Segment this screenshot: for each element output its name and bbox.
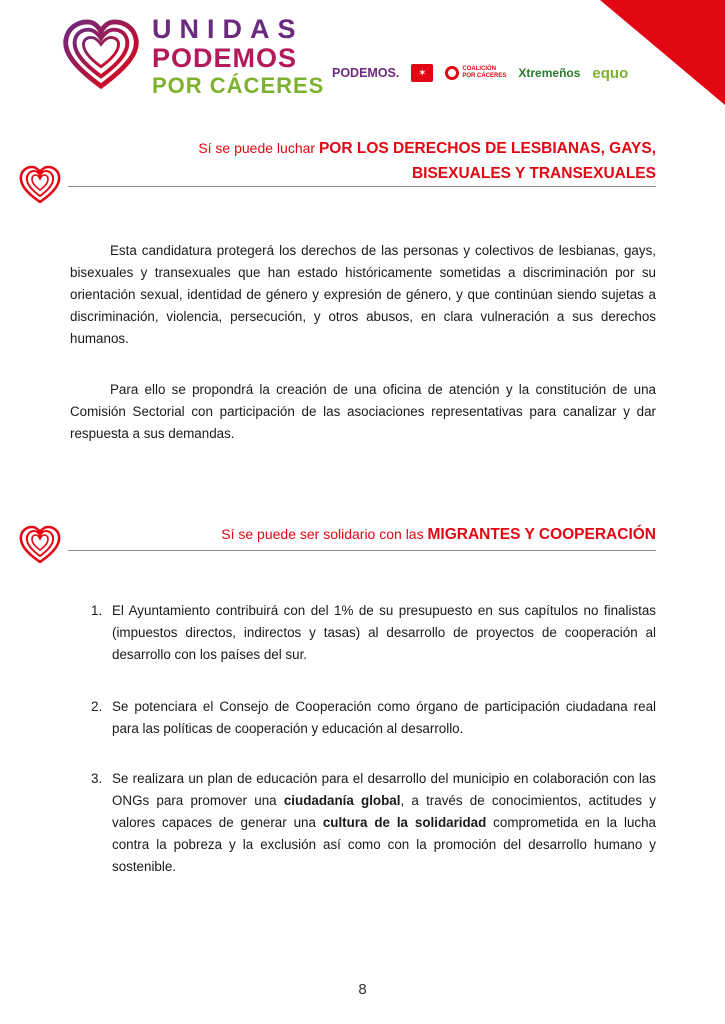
- logo-coalicion: [445, 66, 506, 80]
- list-item-text-c: comprometida en la lucha contra la pobreza y la exclusión así como con la promoción del desarrollo humano y sostenible.: [112, 815, 656, 874]
- list-item-bold-a: ciudadanía global: [283, 793, 401, 808]
- cooperation-list: [70, 768, 656, 878]
- section-2-divider: [68, 550, 656, 551]
- brand-line-2: PODEMOS: [152, 43, 298, 73]
- section-2-heading-prefix: Sí se puede ser solidario con las: [221, 526, 424, 542]
- brand-wordmark: [152, 16, 324, 97]
- list-item-number: 3.: [91, 771, 103, 786]
- coalicion-ring-icon: [445, 66, 459, 80]
- list-item-text-a: Se realizara un plan de educación para el desarrollo del municipio en colaboración con las ONGs para promover una: [112, 771, 656, 808]
- logo-coalicion-line-2: POR CÁCERES: [462, 73, 507, 79]
- list-item: [70, 600, 656, 666]
- page-number: 8: [358, 981, 367, 998]
- list-item-text-b: , a través de conocimientos, actitudes y valores capaces de generar una: [112, 793, 656, 830]
- list-item-number: 2.: [91, 699, 103, 714]
- list-item-text: El Ayuntamiento contribuirá con del 1% de su presupuesto en sus capítulos no finalistas (impuestos directos, indirectos y tasas) al desarrollo de proyectos de cooperación al desarrollo con los países del sur.: [112, 603, 656, 662]
- logo-coalicion-line-1: COALICIÓN: [462, 66, 497, 73]
- section-2-heading-strong: MIGRANTES Y COOPERACIÓN: [427, 526, 656, 543]
- brand-line-1: UNIDAS: [152, 14, 304, 44]
- heart-section-icon: [18, 524, 62, 566]
- list-item-bold-b: cultura de la solidaridad: [322, 815, 487, 830]
- party-logos: [332, 64, 628, 82]
- logo-iu-icon: ✶: [411, 64, 433, 82]
- heart-section-icon: [18, 164, 62, 206]
- cooperation-list: [70, 696, 656, 740]
- list-item: [70, 768, 656, 878]
- section-1-heading-strong-1: POR LOS DERECHOS DE LESBIANAS, GAYS,: [318, 140, 656, 157]
- section-1-heading-prefix: Sí se puede luchar: [198, 140, 316, 156]
- section-1-heading: [198, 136, 656, 186]
- list-item-text: Se potenciara el Consejo de Cooperación como órgano de participación ciudadana real para las políticas de cooperación y educación al desarrollo.: [112, 699, 656, 736]
- list-item: [70, 696, 656, 740]
- logo-equo: equo: [592, 64, 629, 82]
- heart-logo-icon: [62, 18, 140, 92]
- logo-podemos: PODEMOS.: [332, 66, 400, 80]
- logo-extremenos: Xtremeños: [518, 66, 581, 80]
- brand-line-3: POR CÁCERES: [152, 73, 325, 98]
- cooperation-list: [70, 600, 656, 666]
- list-item-number: 1.: [91, 603, 103, 618]
- section-2-heading: [221, 522, 656, 547]
- section-1-heading-strong-2: BISEXUALES Y TRANSEXUALES: [411, 165, 656, 182]
- section-1-divider: [68, 186, 656, 187]
- section-1-paragraph-2: Para ello se propondrá la creación de una oficina de atención y la constitución de una Comisión Sectorial con participación de las asociaciones representativas para canalizar y dar respuesta a sus demandas.: [70, 382, 656, 441]
- corner-triangle: [600, 0, 725, 105]
- section-1-paragraph-1: Esta candidatura protegerá los derechos de las personas y colectivos de lesbianas, gays, bisexuales y transexuales que han estado históricamente sometidas a discriminación por su orientación sexual, identidad de género y expresión de género, y que continúan siendo sujetas a discriminación, violencia, persecución, y otros abusos, en clara vulneración a sus derechos humanos.: [70, 243, 656, 346]
